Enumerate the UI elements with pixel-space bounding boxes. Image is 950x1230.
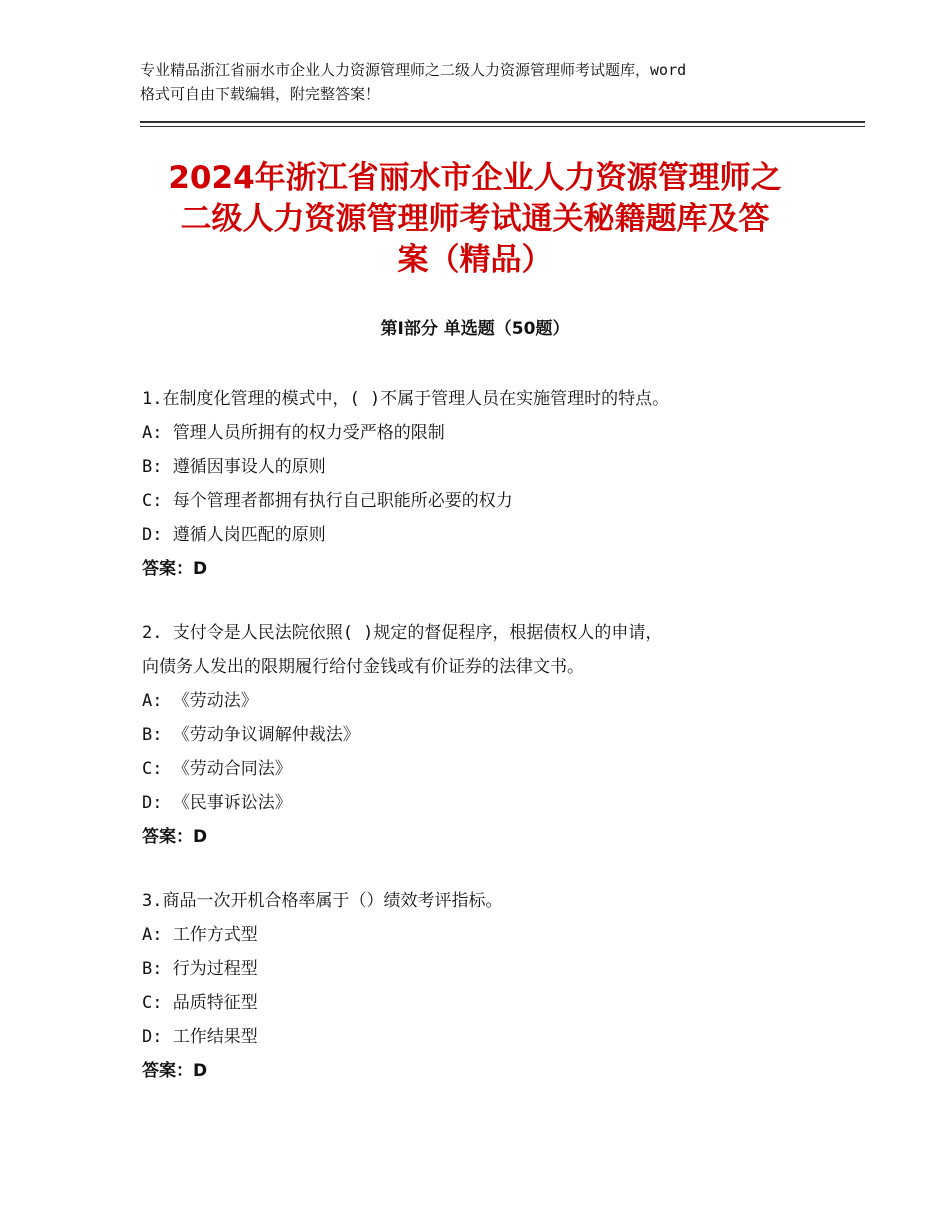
- header-note: [140, 58, 830, 106]
- option-c: C: 《劳动合同法》: [142, 759, 292, 779]
- answer-label: 答案：D: [142, 1061, 208, 1081]
- header-note-line-2: 格式可自由下载编辑，附完整答案！: [140, 85, 381, 103]
- option-a: A: 工作方式型: [142, 925, 258, 945]
- question-stem: 1.在制度化管理的模式中，( )不属于管理人员在实施管理时的特点。: [142, 389, 670, 409]
- document-title-line-2: 二级人力资源管理师考试通关秘籍题库及答: [180, 201, 770, 237]
- question-2: [142, 616, 822, 854]
- option-c: C: 每个管理者都拥有执行自己职能所必要的权力: [142, 491, 513, 511]
- document-title-line-3: 案（精品）: [397, 242, 553, 278]
- document-title: [120, 158, 830, 281]
- header-note-line-1: 专业精品浙江省丽水市企业人力资源管理师之二级人力资源管理师考试题库，word: [140, 61, 687, 79]
- option-d: D: 遵循人岗匹配的原则: [142, 525, 326, 545]
- option-a: A: 管理人员所拥有的权力受严格的限制: [142, 423, 445, 443]
- option-b: B: 《劳动争议调解仲裁法》: [142, 725, 360, 745]
- answer-label: 答案：D: [142, 559, 208, 579]
- section-title: 第Ⅰ部分 单选题（50题）: [380, 319, 570, 339]
- option-b: B: 遵循因事设人的原则: [142, 457, 326, 477]
- option-d: D: 《民事诉讼法》: [142, 793, 292, 813]
- option-d: D: 工作结果型: [142, 1027, 258, 1047]
- question-stem: 3.商品一次开机合格率属于（）绩效考评指标。: [142, 891, 503, 911]
- header-divider-thick: [140, 121, 865, 123]
- question-3: [142, 884, 822, 1088]
- option-a: A: 《劳动法》: [142, 691, 258, 711]
- header-divider-thin: [140, 126, 865, 127]
- document-title-line-1: 2024年浙江省丽水市企业人力资源管理师之: [168, 160, 782, 196]
- question-stem: 2. 支付令是人民法院依照( )规定的督促程序，根据债权人的申请，: [142, 623, 663, 643]
- answer-label: 答案：D: [142, 827, 208, 847]
- option-b: B: 行为过程型: [142, 959, 258, 979]
- question-stem-continued: 向债务人发出的限期履行给付金钱或有价证券的法律文书。: [142, 657, 584, 677]
- question-list: [142, 382, 822, 1118]
- option-c: C: 品质特征型: [142, 993, 258, 1013]
- question-1: [142, 382, 822, 586]
